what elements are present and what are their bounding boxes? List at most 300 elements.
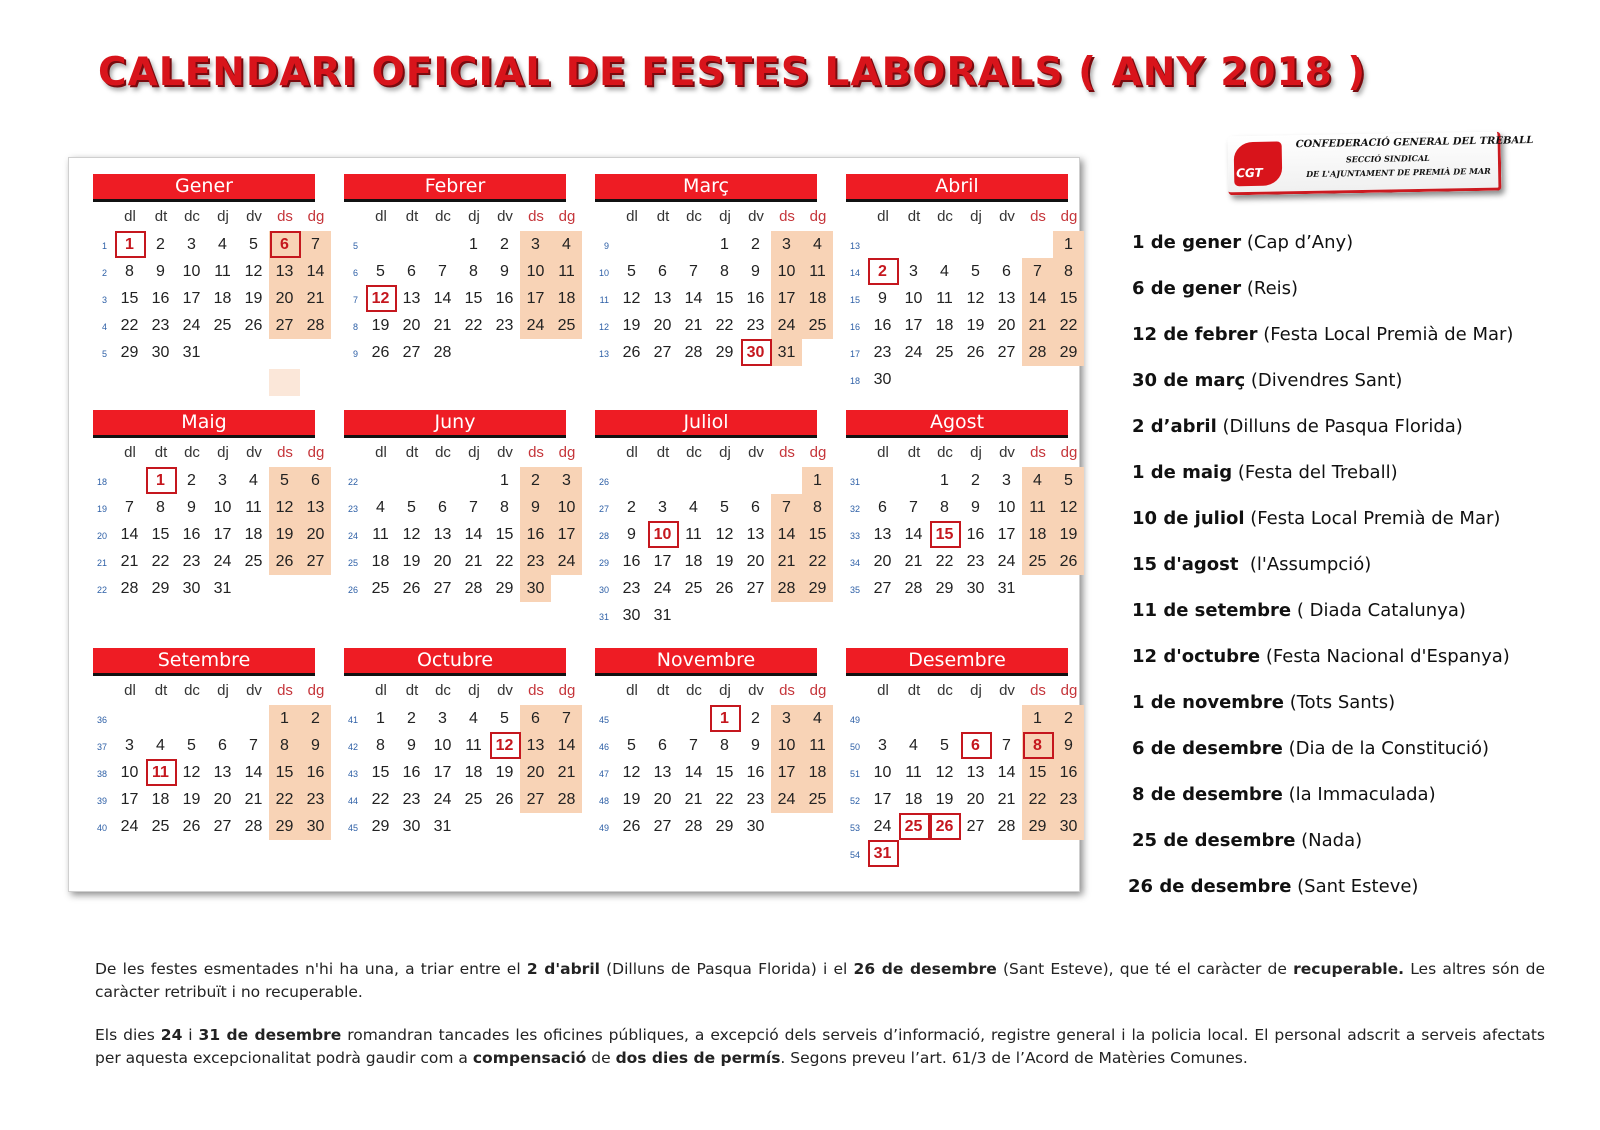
month-title: Gener — [93, 174, 315, 199]
weekday-label: dc — [184, 444, 200, 461]
calendar-day: 23 — [873, 344, 892, 361]
week-number: 18 — [96, 477, 107, 487]
month-març — [595, 174, 827, 361]
calendar-day: 2 — [971, 472, 980, 489]
calendar-day: 9 — [878, 290, 887, 307]
week-number: 22 — [96, 585, 107, 595]
holiday-item — [1132, 784, 1436, 805]
weekday-header — [352, 441, 576, 465]
calendar-day: 21 — [777, 553, 796, 570]
calendar-day: 13 — [402, 290, 421, 307]
calendar-day: 27 — [966, 818, 985, 835]
calendar-day: 20 — [213, 791, 232, 808]
calendar-day: 10 — [997, 499, 1016, 516]
weekday-label: dv — [999, 682, 1015, 699]
calendar-day: 19 — [275, 526, 294, 543]
calendar-day: 31 — [653, 607, 672, 624]
note-bold: recuperable. — [1293, 960, 1405, 978]
week-number: 31 — [598, 612, 609, 622]
holiday-description: (Divendres Sant) — [1245, 370, 1403, 391]
calendar-day: 29 — [1059, 344, 1078, 361]
calendar-day: 3 — [658, 499, 667, 516]
calendar-day: 21 — [464, 553, 483, 570]
holiday-day: 26 — [935, 818, 954, 835]
holiday-item — [1132, 232, 1353, 253]
calendar-day: 16 — [746, 290, 765, 307]
weekday-label: dg — [1060, 444, 1078, 461]
calendar-day: 31 — [777, 344, 796, 361]
calendar-day: 3 — [1002, 472, 1011, 489]
weekday-label: dl — [626, 444, 638, 461]
calendar-day: 3 — [187, 236, 196, 253]
calendar-day: 2 — [156, 236, 165, 253]
week-number: 5 — [352, 241, 358, 251]
week-number: 51 — [849, 769, 860, 779]
weekday-label: dv — [497, 208, 513, 225]
calendar-day: 8 — [156, 499, 165, 516]
calendar-day: 20 — [526, 764, 545, 781]
weekday-label: ds — [277, 444, 293, 461]
calendar-day: 17 — [557, 526, 576, 543]
calendar-day: 11 — [465, 737, 482, 754]
holiday-description: (Sant Esteve) — [1291, 876, 1419, 897]
weekday-label: dj — [468, 208, 480, 225]
holiday-description: (Festa Local Premià de Mar) — [1244, 508, 1501, 529]
calendar-day: 22 — [1059, 317, 1078, 334]
calendar-day: 12 — [244, 263, 263, 280]
calendar-day: 25 — [371, 580, 390, 597]
calendar-day: 12 — [402, 526, 421, 543]
calendar-day: 7 — [689, 263, 698, 280]
calendar-day: 15 — [275, 764, 294, 781]
calendar-day: 10 — [120, 764, 139, 781]
calendar-day: 20 — [966, 791, 985, 808]
calendar-day: 18 — [213, 290, 232, 307]
week-number: 54 — [849, 850, 860, 860]
calendar-day: 27 — [653, 344, 672, 361]
calendar-day: 6 — [1002, 263, 1011, 280]
calendar-day: 21 — [1028, 317, 1047, 334]
calendar-day: 22 — [120, 317, 139, 334]
weekday-header — [854, 441, 1078, 465]
weekday-label: dj — [970, 682, 982, 699]
calendar-day: 8 — [469, 263, 478, 280]
calendar-day: 24 — [557, 553, 576, 570]
weekday-label: dc — [937, 682, 953, 699]
calendar-day: 11 — [1029, 499, 1046, 516]
note-december-closure — [95, 1024, 1545, 1070]
calendar-panel — [68, 157, 1080, 892]
calendar-day: 11 — [936, 290, 953, 307]
calendar-day: 18 — [904, 791, 923, 808]
weekday-label: dt — [907, 444, 921, 461]
calendar-day: 23 — [526, 553, 545, 570]
week-number: 4 — [101, 322, 107, 332]
calendar-day: 17 — [182, 290, 201, 307]
holiday-item — [1132, 692, 1395, 713]
weekday-header — [603, 441, 827, 465]
weekend-shade — [269, 369, 300, 396]
calendar-day: 2 — [1064, 710, 1073, 727]
holiday-date: 1 de novembre — [1132, 692, 1284, 713]
holiday-item — [1132, 462, 1398, 483]
holiday-date: 12 de febrer — [1132, 324, 1258, 345]
calendar-day: 1 — [500, 472, 509, 489]
calendar-day: 8 — [720, 263, 729, 280]
calendar-day: 3 — [878, 737, 887, 754]
week-number: 48 — [598, 796, 609, 806]
calendar-day: 5 — [1064, 472, 1073, 489]
calendar-day: 19 — [966, 317, 985, 334]
holiday-date: 8 de desembre — [1132, 784, 1283, 805]
weekday-label: dl — [877, 682, 889, 699]
weekday-label: dc — [686, 682, 702, 699]
calendar-day: 20 — [873, 553, 892, 570]
calendar-day: 28 — [120, 580, 139, 597]
week-number: 41 — [347, 715, 358, 725]
calendar-day: 4 — [689, 499, 698, 516]
week-number: 43 — [347, 769, 358, 779]
calendar-day: 18 — [464, 764, 483, 781]
calendar-day: 15 — [151, 526, 170, 543]
calendar-day: 17 — [433, 764, 452, 781]
week-number: 31 — [849, 477, 860, 487]
month-novembre — [595, 648, 827, 835]
note-text: de — [586, 1049, 616, 1067]
weekday-label: dc — [435, 444, 451, 461]
calendar-day: 22 — [464, 317, 483, 334]
month-title: Juny — [344, 410, 566, 435]
weekday-label: dc — [686, 208, 702, 225]
month-juny — [344, 410, 576, 597]
holiday-day: 11 — [152, 764, 169, 781]
holiday-marker — [146, 759, 177, 786]
weekday-header — [854, 679, 1078, 703]
calendar-day: 2 — [407, 710, 416, 727]
calendar-day: 17 — [213, 526, 232, 543]
calendar-day: 23 — [746, 317, 765, 334]
holiday-item — [1132, 370, 1402, 391]
calendar-day: 9 — [971, 499, 980, 516]
weekday-label: dg — [1060, 682, 1078, 699]
calendar-day: 10 — [873, 764, 892, 781]
holiday-marker — [741, 339, 772, 366]
week-number: 9 — [352, 349, 358, 359]
calendar-day: 12 — [935, 764, 954, 781]
holiday-marker — [710, 705, 741, 732]
calendar-day: 28 — [904, 580, 923, 597]
calendar-day: 19 — [935, 791, 954, 808]
weekday-label: dl — [626, 682, 638, 699]
calendar-day: 10 — [777, 263, 796, 280]
calendar-day: 9 — [751, 737, 760, 754]
week-number: 9 — [603, 241, 609, 251]
calendar-day: 29 — [715, 818, 734, 835]
calendar-day: 27 — [433, 580, 452, 597]
calendar-day: 18 — [151, 791, 170, 808]
calendar-day: 30 — [1059, 818, 1078, 835]
calendar-day: 16 — [746, 764, 765, 781]
calendar-day: 2 — [751, 236, 760, 253]
holiday-day: 10 — [653, 526, 672, 543]
week-number: 18 — [849, 376, 860, 386]
calendar-day: 24 — [182, 317, 201, 334]
calendar-day: 28 — [684, 344, 703, 361]
weekday-label: dt — [656, 208, 670, 225]
calendar-day: 15 — [464, 290, 483, 307]
calendar-day: 10 — [777, 737, 796, 754]
week-number: 36 — [96, 715, 107, 725]
holiday-day: 25 — [904, 818, 923, 835]
calendar-day: 21 — [557, 764, 576, 781]
calendar-day: 20 — [746, 553, 765, 570]
calendar-day: 28 — [244, 818, 263, 835]
calendar-day: 28 — [777, 580, 796, 597]
calendar-day: 10 — [213, 499, 232, 516]
calendar-day: 4 — [909, 737, 918, 754]
calendar-day: 30 — [622, 607, 641, 624]
week-number: 3 — [101, 295, 107, 305]
calendar-day: 14 — [120, 526, 139, 543]
calendar-day: 26 — [244, 317, 263, 334]
weekday-label: dt — [405, 208, 419, 225]
week-number: 29 — [598, 558, 609, 568]
week-number: 20 — [96, 531, 107, 541]
calendar-day: 24 — [873, 818, 892, 835]
weekday-label: dv — [246, 682, 262, 699]
calendar-day: 23 — [1059, 791, 1078, 808]
weekday-header — [603, 205, 827, 229]
calendar-day: 6 — [531, 710, 540, 727]
calendar-day: 23 — [746, 791, 765, 808]
calendar-day: 5 — [407, 499, 416, 516]
calendar-day: 13 — [306, 499, 325, 516]
weekday-label: dt — [154, 682, 168, 699]
weekday-label: dg — [809, 208, 827, 225]
calendar-day: 14 — [557, 737, 576, 754]
weekday-header — [101, 205, 325, 229]
calendar-day: 11 — [245, 499, 262, 516]
week-number: 25 — [347, 558, 358, 568]
calendar-day: 20 — [402, 317, 421, 334]
calendar-day: 6 — [751, 499, 760, 516]
calendar-day: 19 — [622, 791, 641, 808]
calendar-day: 3 — [125, 737, 134, 754]
calendar-day: 20 — [306, 526, 325, 543]
week-number: 46 — [598, 742, 609, 752]
weekday-label: dv — [497, 444, 513, 461]
month-gener — [93, 174, 325, 361]
cgt-logo — [1228, 132, 1534, 196]
calendar-day: 9 — [187, 499, 196, 516]
holiday-day: 12 — [371, 290, 390, 307]
calendar-day: 15 — [495, 526, 514, 543]
calendar-day: 20 — [433, 553, 452, 570]
holiday-item — [1132, 278, 1298, 299]
weekday-label: dt — [154, 208, 168, 225]
weekday-label: dc — [937, 444, 953, 461]
calendar-day: 9 — [751, 263, 760, 280]
weekday-label: dv — [999, 444, 1015, 461]
calendar-day: 8 — [813, 499, 822, 516]
note-bold: dos dies de permís — [615, 1049, 781, 1067]
calendar-day: 28 — [1028, 344, 1047, 361]
calendar-day: 4 — [156, 737, 165, 754]
calendar-day: 10 — [182, 263, 201, 280]
week-number: 13 — [598, 349, 609, 359]
calendar-day: 27 — [402, 344, 421, 361]
calendar-day: 12 — [182, 764, 201, 781]
weekday-label: dv — [246, 444, 262, 461]
holiday-date: 6 de gener — [1132, 278, 1242, 299]
calendar-day: 4 — [813, 710, 822, 727]
calendar-day: 3 — [782, 710, 791, 727]
calendar-day: 16 — [306, 764, 325, 781]
calendar-day: 19 — [371, 317, 390, 334]
calendar-day: 14 — [464, 526, 483, 543]
calendar-day: 23 — [495, 317, 514, 334]
calendar-day: 25 — [808, 317, 827, 334]
month-title: Novembre — [595, 648, 817, 673]
week-number: 28 — [598, 531, 609, 541]
weekday-label: dg — [307, 444, 325, 461]
calendar-day: 29 — [275, 818, 294, 835]
calendar-day: 5 — [627, 263, 636, 280]
week-number: 10 — [598, 268, 609, 278]
calendar-day: 5 — [627, 737, 636, 754]
weekday-label: dl — [626, 208, 638, 225]
weekday-label: dj — [468, 444, 480, 461]
calendar-day: 1 — [280, 710, 289, 727]
weekday-label: dl — [124, 444, 136, 461]
calendar-day: 16 — [873, 317, 892, 334]
calendar-day: 1 — [940, 472, 949, 489]
weekday-label: dg — [307, 208, 325, 225]
calendar-day: 6 — [218, 737, 227, 754]
calendar-day: 11 — [809, 737, 826, 754]
calendar-day: 11 — [685, 526, 702, 543]
note-bold: 31 de desembre — [198, 1026, 342, 1044]
calendar-day: 26 — [402, 580, 421, 597]
logo-mark-text: CGT — [1236, 165, 1263, 181]
calendar-day: 21 — [997, 791, 1016, 808]
week-number: 42 — [347, 742, 358, 752]
calendar-day: 17 — [904, 317, 923, 334]
weekday-label: dj — [217, 208, 229, 225]
calendar-day: 1 — [469, 236, 478, 253]
calendar-day: 4 — [562, 236, 571, 253]
calendar-day: 23 — [966, 553, 985, 570]
page-title: CALENDARI OFICIAL DE FESTES LABORALS ( ANY 2018 ) — [98, 50, 1367, 95]
calendar-day: 21 — [306, 290, 325, 307]
holiday-marker — [648, 521, 679, 548]
calendar-day: 30 — [746, 818, 765, 835]
calendar-day: 7 — [689, 737, 698, 754]
calendar-day: 18 — [935, 317, 954, 334]
week-number: 5 — [101, 349, 107, 359]
calendar-day: 9 — [627, 526, 636, 543]
calendar-day: 25 — [684, 580, 703, 597]
calendar-day: 24 — [433, 791, 452, 808]
calendar-day: 10 — [526, 263, 545, 280]
calendar-day: 7 — [438, 263, 447, 280]
note-text: romandran tancades les oficines públiques, a excepció dels serveis d’informació, registre general i la policia local. El personal adscrit a serveis afectats per aquesta excepcionalitat podrà gaudir com a — [95, 1026, 1545, 1067]
holiday-description: (la Immaculada) — [1282, 784, 1436, 805]
weekday-label: ds — [528, 444, 544, 461]
weekday-label: ds — [779, 208, 795, 225]
calendar-day: 22 — [935, 553, 954, 570]
calendar-day: 18 — [808, 290, 827, 307]
note-bold: 26 de desembre — [853, 960, 997, 978]
weekday-label: dl — [375, 682, 387, 699]
logo-line-1: CONFEDERACIÓ GENERAL DEL TREBALL — [1295, 135, 1534, 151]
calendar-day: 24 — [997, 553, 1016, 570]
holiday-day: 12 — [495, 737, 514, 754]
calendar-day: 6 — [658, 263, 667, 280]
calendar-day: 29 — [1028, 818, 1047, 835]
holiday-marker — [270, 231, 301, 258]
weekday-label: dl — [124, 208, 136, 225]
calendar-day: 1 — [1033, 710, 1042, 727]
holiday-description: (l'Assumpció) — [1238, 554, 1372, 575]
weekday-label: dg — [558, 682, 576, 699]
holiday-day: 15 — [935, 526, 954, 543]
note-text: . Segons preveu l’art. 61/3 de l’Acord de Matèries Comunes. — [780, 1049, 1248, 1067]
calendar-day: 27 — [306, 553, 325, 570]
calendar-day: 29 — [935, 580, 954, 597]
calendar-day: 30 — [306, 818, 325, 835]
week-number: 13 — [849, 241, 860, 251]
holiday-description: (Reis) — [1241, 278, 1299, 299]
weekday-label: ds — [277, 208, 293, 225]
calendar-day: 2 — [531, 472, 540, 489]
calendar-day: 15 — [371, 764, 390, 781]
calendar-day: 19 — [244, 290, 263, 307]
calendar-day: 4 — [249, 472, 258, 489]
weekday-label: dc — [686, 444, 702, 461]
weekday-label: dc — [435, 208, 451, 225]
calendar-day: 8 — [1064, 263, 1073, 280]
logo-line-2: SECCIÓ SINDICAL — [1345, 152, 1430, 165]
holiday-description: ( Diada Catalunya) — [1291, 600, 1466, 621]
holiday-description: (Festa Nacional d'Espanya) — [1260, 646, 1510, 667]
holiday-date: 1 de maig — [1132, 462, 1233, 483]
calendar-day: 18 — [808, 764, 827, 781]
holiday-description: (Festa del Treball) — [1232, 462, 1398, 483]
calendar-day: 27 — [873, 580, 892, 597]
calendar-day: 14 — [433, 290, 452, 307]
week-number: 38 — [96, 769, 107, 779]
calendar-day: 4 — [1033, 472, 1042, 489]
calendar-day: 13 — [873, 526, 892, 543]
calendar-day: 7 — [1033, 263, 1042, 280]
calendar-day: 5 — [500, 710, 509, 727]
week-number: 27 — [598, 504, 609, 514]
calendar-day: 22 — [275, 791, 294, 808]
holiday-date: 15 d'agost — [1132, 554, 1239, 575]
week-number: 7 — [352, 295, 358, 305]
calendar-day: 26 — [966, 344, 985, 361]
note-recuperable — [95, 958, 1545, 1004]
calendar-day: 13 — [526, 737, 545, 754]
weekday-label: dt — [907, 682, 921, 699]
week-number: 39 — [96, 796, 107, 806]
weekday-label: dv — [246, 208, 262, 225]
week-number: 15 — [849, 295, 860, 305]
weekday-label: dv — [748, 208, 764, 225]
calendar-day: 18 — [684, 553, 703, 570]
holiday-day: 31 — [873, 845, 892, 862]
